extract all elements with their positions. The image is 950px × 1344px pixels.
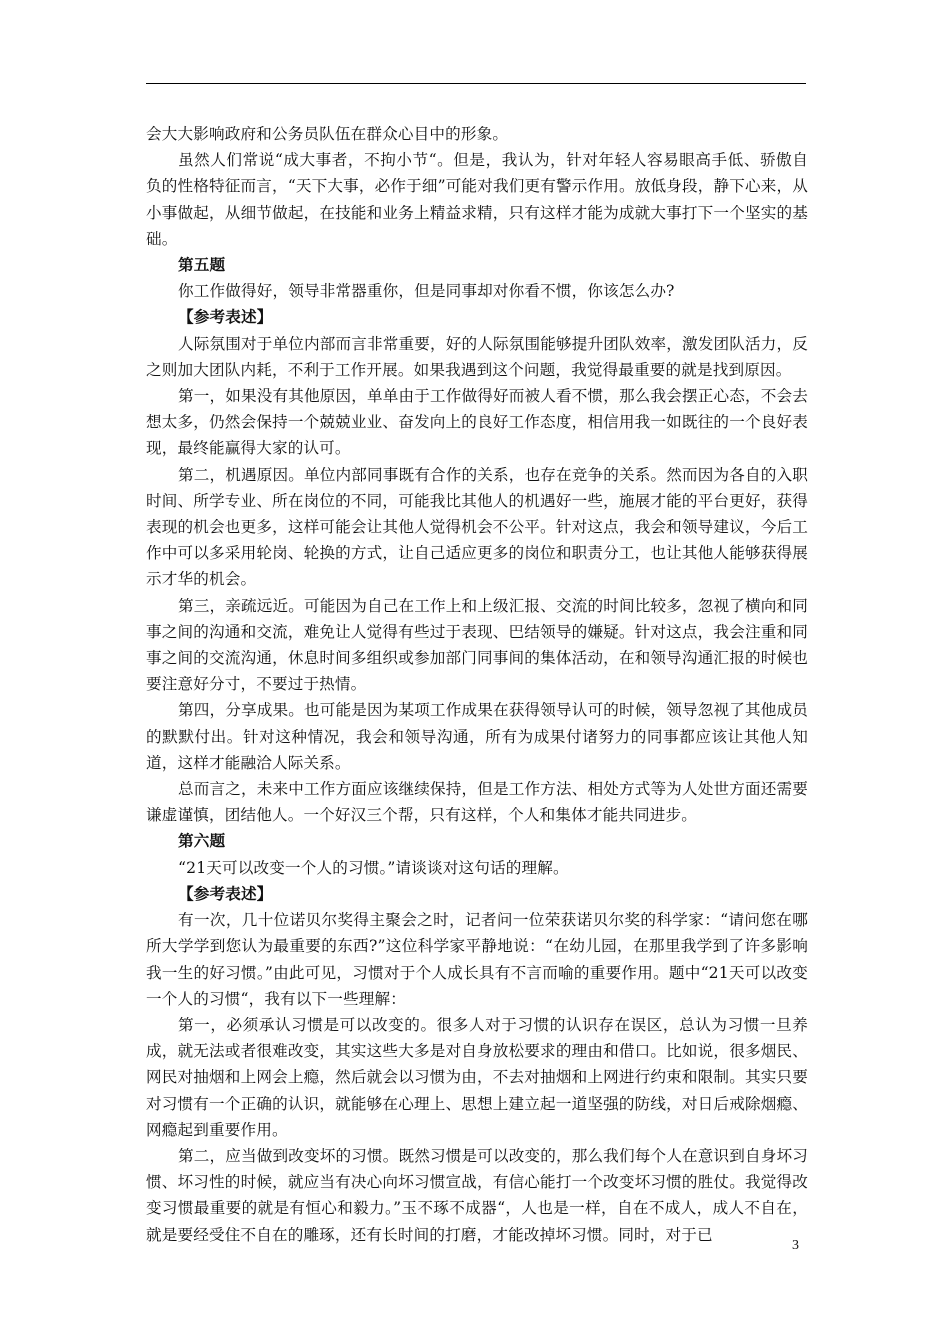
body-paragraph: 人际氛围对于单位内部而言非常重要，好的人际氛围能够提升团队效率，激发团队活力，反之则加大团队内耗，不利于工作开展。如果我遇到这个问题，我觉得最重要的就是找到原因。 [146, 334, 808, 379]
body-paragraph: 总而言之，未来中工作方面应该继续保持，但是工作方法、相处方式等为人处世方面还需要谦虚谨慎，团结他人。一个好汉三个帮，只有这样，个人和集体才能共同进步。 [146, 780, 808, 825]
body-paragraph: 第三，亲疏远近。可能因为自己在工作上和上级汇报、交流的时间比较多，忽视了横向和同事之间的沟通和交流，难免让人觉得有些过于表现、巴结领导的嫌疑。针对这点，我会注重和同事之间的交流沟通，休息时间多组织或参加部门同事间的集体活动，在和领导沟通汇报的时候也要注意好分寸，不要过于热情。 [146, 596, 808, 694]
body-paragraph: “21天可以改变一个人的习惯。”请谈谈对这句话的理解。 [178, 858, 569, 877]
section-heading: 第五题 [178, 255, 226, 275]
section-heading: 【参考表述】 [178, 883, 273, 903]
header-rule [146, 83, 806, 84]
section-heading: 【参考表述】 [178, 307, 273, 327]
body-paragraph: 第二，机遇原因。单位内部同事既有合作的关系，也存在竞争的关系。然而因为各自的入职时间、所学专业、所在岗位的不同，可能我比其他人的机遇好一些，施展才能的平台更好，获得表现的机会也更多，这样可能会让其他人觉得机会不公平。针对这点，我会和领导建议，今后工作中可以多采用轮岗、轮换的方式，让自己适应更多的岗位和职责分工，也让其他人能够获得展示才华的机会。 [146, 465, 808, 589]
body-paragraph: 会大大影响政府和公务员队伍在群众心目中的形象。 [146, 125, 509, 143]
body-paragraph: 第一，必须承认习惯是可以改变的。很多人对于习惯的认识存在误区，总认为习惯一旦养成，就无法或者很难改变，其实这些大多是对自身放松要求的理由和借口。比如说，很多烟民、网民对抽烟和上网会上瘾，然后就会以习惯为由，不去对抽烟和上网进行约束和限制。其实只要对习惯有一个正确的认识，就能够在心理上、思想上建立起一道坚强的防线，对日后戒除烟瘾、网瘾起到重要作用。 [146, 1015, 808, 1139]
section-heading: 第六题 [178, 831, 226, 851]
body-paragraph: 第二，应当做到改变坏的习惯。既然习惯是可以改变的，那么我们每个人在意识到自身坏习惯、坏习性的时候，就应当有决心向坏习惯宣战，有信心能打一个改变坏习惯的胜仗。我觉得改变习惯最重要的就是有恒心和毅力。”玉不琢不成器“，人也是一样，自在不成人，成人不自在，就是要经受住不自在的雕琢，还有长时间的打磨，才能改掉坏习惯。同时，对于已 [146, 1146, 808, 1244]
body-paragraph: 有一次，几十位诺贝尔奖得主聚会之时，记者问一位荣获诺贝尔奖的科学家：“请问您在哪所大学学到您认为最重要的东西?”这位科学家平静地说：“在幼儿园，在那里我学到了许多影响我一生的好习惯。”由此可见，习惯对于个人成长具有不言而喻的重要作用。题中“21天可以改变一个人的习惯“，我有以下一些理解： [146, 911, 808, 1008]
body-paragraph: 第四，分享成果。也可能是因为某项工作成果在获得领导认可的时候，领导忽视了其他成员的默默付出。针对这种情况，我会和领导沟通，所有为成果付诸努力的同事都应该让其他人知道，这样才能融洽人际关系。 [146, 701, 808, 772]
document-body [146, 121, 808, 1248]
page-number: 3 [792, 1238, 799, 1253]
body-paragraph: 第一，如果没有其他原因，单单由于工作做得好而被人看不惯，那么我会摆正心态，不会去想太多，仍然会保持一个兢兢业业、奋发向上的良好工作态度，相信用我一如既往的一个良好表现，最终能赢得大家的认可。 [146, 387, 808, 458]
body-paragraph: 你工作做得好，领导非常器重你，但是同事却对你看不惯，你该怎么办? [178, 282, 675, 301]
body-paragraph: 虽然人们常说“成大事者，不拘小节“。但是，我认为，针对年轻人容易眼高手低、骄傲自负的性格特征而言，“天下大事，必作于细”可能对我们更有警示作用。放低身段，静下心来，从小事做起，从细节做起，在技能和业务上精益求精，只有这样才能为成就大事打下一个坚实的基础。 [146, 151, 808, 248]
